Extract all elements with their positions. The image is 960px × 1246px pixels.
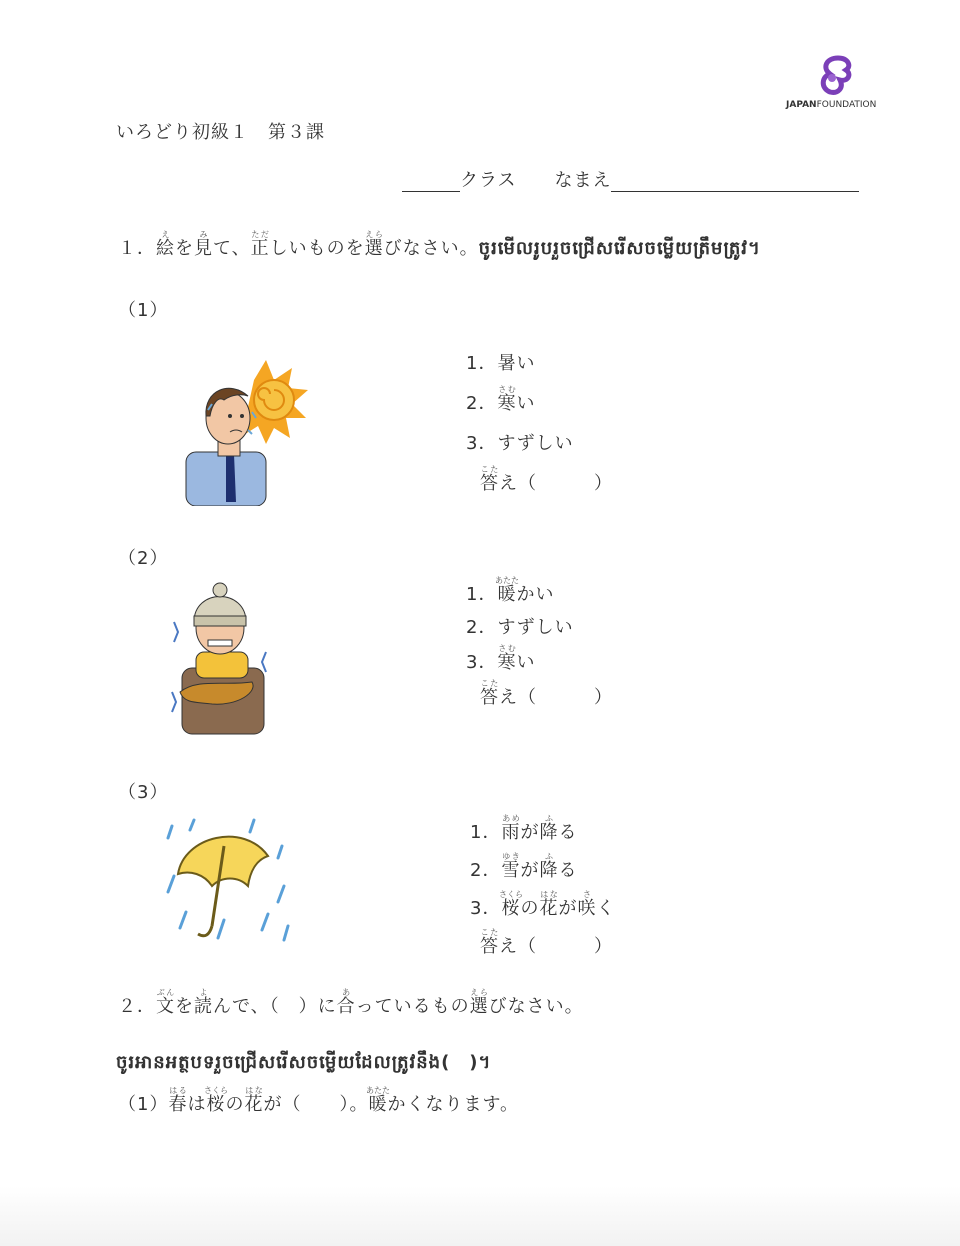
logo-text-bold: JAPAN [786, 100, 817, 110]
q1-instruction-jp: １．絵えを見みて、正ただしいものを選えらびなさい。 [118, 230, 479, 259]
class-name-row [402, 166, 859, 192]
item-1-option-1[interactable]: 1．暑い [466, 353, 536, 374]
item-2-option-1[interactable]: 1．暖あたたかい [466, 576, 555, 605]
item-3-answer[interactable]: 答こたえ（ ） [480, 928, 613, 957]
q2-sentence-1: （1）春はるは桜さくらの花はなが（ ）。暖あたたかくなります。 [118, 1086, 520, 1115]
q2-instruction-km: ចូរអានអត្ថបទរួចជ្រើសរើសចម្លើយដែលត្រូវនឹង( )។ [116, 1052, 492, 1073]
butterfly-logo-icon [786, 54, 866, 98]
name-label: なまえ [554, 170, 612, 191]
item-2-option-3[interactable]: 3．寒さむい [466, 644, 536, 673]
umbrella-rain-illustration [164, 816, 294, 946]
cold-man-scarf-illustration [168, 582, 272, 736]
item-1-option-2[interactable]: 2．寒さむい [466, 385, 536, 414]
item-1-label: （1） [118, 300, 169, 321]
course-title: いろどり初級１ 第３課 [116, 122, 325, 143]
q1-instruction-km: ចូរមើលរូបរួចជ្រើសរើសចម្លើយត្រឹមត្រូវ។ [478, 238, 761, 259]
sun-icon [242, 360, 308, 444]
item-2-options [466, 576, 613, 714]
japan-foundation-logo [786, 54, 877, 116]
item-2-answer[interactable]: 答こたえ（ ） [480, 679, 613, 708]
class-label: クラス [460, 170, 517, 191]
item-1-option-3[interactable]: 3．すずしい [466, 433, 574, 454]
item-3-options [470, 814, 615, 966]
page-bottom-edge [0, 1186, 960, 1246]
logo-text: FOUNDATION [816, 100, 877, 110]
item-3-option-3[interactable]: 3．桜さくらの花はなが咲さく [470, 890, 616, 919]
item-3-option-2[interactable]: 2．雪ゆきが降ふる [470, 852, 578, 881]
name-blank[interactable] [611, 171, 859, 192]
item-3-option-1[interactable]: 1．雨あめが降ふる [470, 814, 578, 843]
q2-instruction-jp: ２．文ぶんを読よんで、（ ）に合あっているもの選えらびなさい。 [118, 988, 584, 1017]
item-1-options [466, 344, 613, 504]
item-3-label: （3） [118, 782, 169, 803]
q1-instruction [118, 230, 761, 263]
item-2-option-2[interactable]: 2．すずしい [466, 617, 574, 638]
item-2-label: （2） [118, 548, 169, 569]
hot-man-sun-illustration [182, 360, 308, 506]
item-1-answer[interactable]: 答こたえ（ ） [480, 465, 613, 494]
class-blank[interactable] [402, 171, 460, 192]
